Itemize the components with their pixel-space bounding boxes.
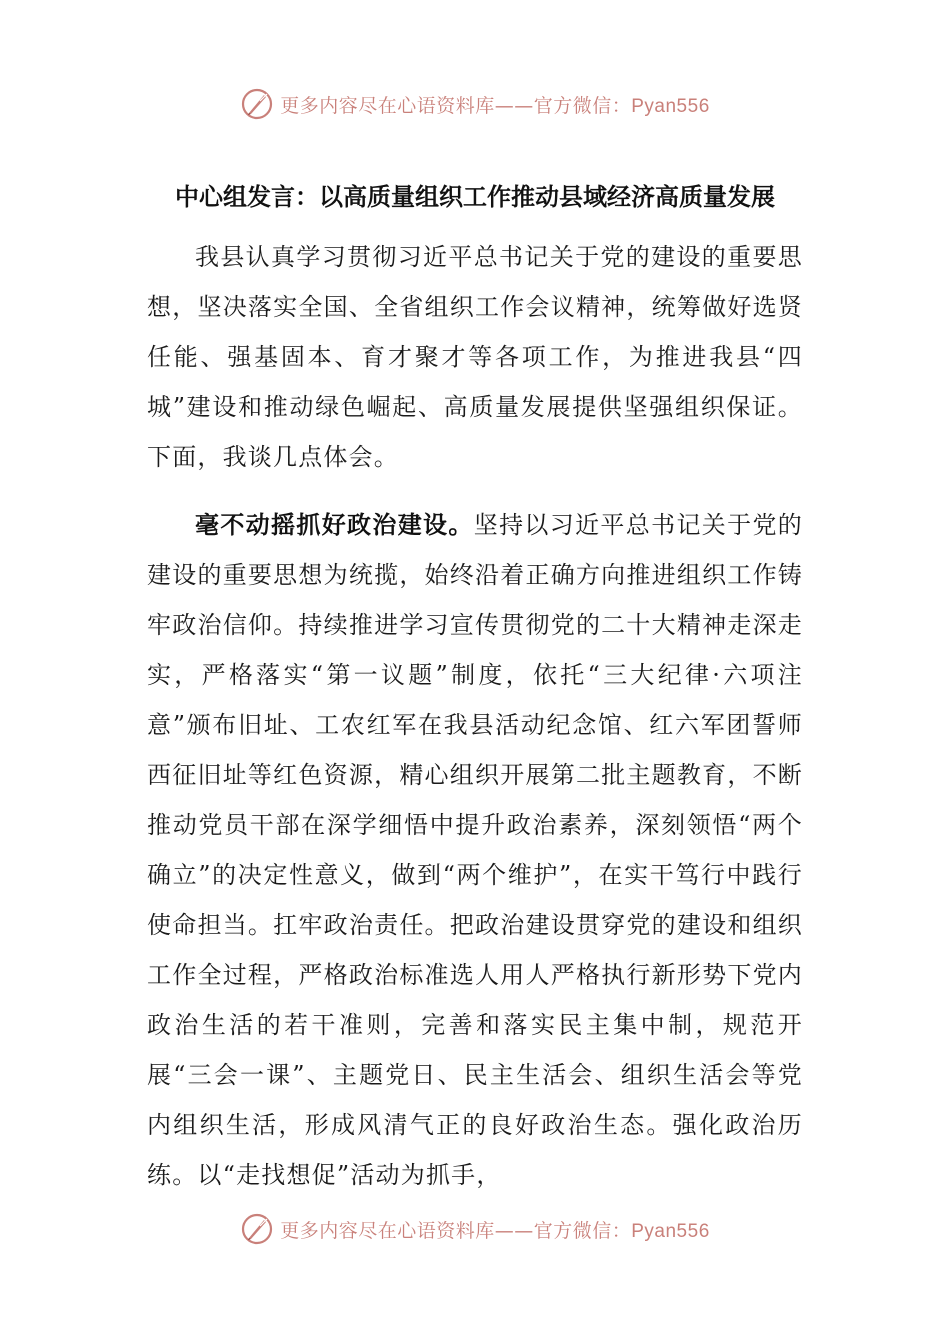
watermark-wechat-id: Pyan556 (631, 1220, 710, 1242)
watermark-separator: —— (494, 94, 534, 117)
paragraph-intro (147, 232, 803, 482)
watermark-site-name: 更多内容尽在心语资料库 (280, 94, 495, 117)
document-title: 中心组发言：以高质量组织工作推动县域经济高质量发展 (175, 183, 775, 211)
watermark-text-group (280, 91, 710, 118)
watermark-banner-bottom (0, 1209, 950, 1249)
watermark-contact-label: 官方微信： (533, 1219, 632, 1242)
paragraph-political-building (147, 500, 803, 1200)
watermark-separator: —— (494, 1219, 534, 1242)
quill-logo-icon (240, 87, 274, 121)
watermark-text-group (280, 1216, 710, 1243)
paragraph-intro-text: 我县认真学习贯彻习近平总书记关于党的建设的重要思想，坚决落实全国、全省组织工作会议精神，统筹做好选贤任能、强基固本、育才聚才等各项工作，为推进我县“四城”建设和推动绿色崛起、高质量发展提供坚强组织保证。下面，我谈几点体会。 (147, 243, 803, 471)
paragraph-political-building-text: 坚持以习近平总书记关于党的建设的重要思想为统揽，始终沿着正确方向推进组织工作铸牢政治信仰。持续推进学习宣传贯彻党的二十大精神走深走实，严格落实“第一议题”制度，依托“三大纪律·六项注意”颁布旧址、工农红军在我县活动纪念馆、红六军团誓师西征旧址等红色资源，精心组织开展第二批主题教育，不断推动党员干部在深学细悟中提升政治素养，深刻领悟“两个确立”的决定性意义，做到“两个维护”，在实干笃行中践行使命担当。扛牢政治责任。把政治建设贯穿党的建设和组织工作全过程，严格政治标准选人用人严格执行新形势下党内政治生活的若干准则，完善和落实民主集中制，规范开展“三会一课”、主题党日、民主生活会、组织生活会等党内组织生活，形成风清气正的良好政治生态。强化政治历练。以“走找想促”活动为抓手， (147, 511, 803, 1189)
paragraph-heading: 毫不动摇抓好政治建设。 (195, 511, 474, 539)
watermark-contact-label: 官方微信： (533, 94, 632, 117)
watermark-site-name: 更多内容尽在心语资料库 (280, 1219, 495, 1242)
watermark-wechat-id: Pyan556 (631, 95, 710, 117)
document-body (147, 232, 803, 1200)
watermark-banner-top (0, 84, 950, 124)
quill-logo-icon (240, 1212, 274, 1246)
